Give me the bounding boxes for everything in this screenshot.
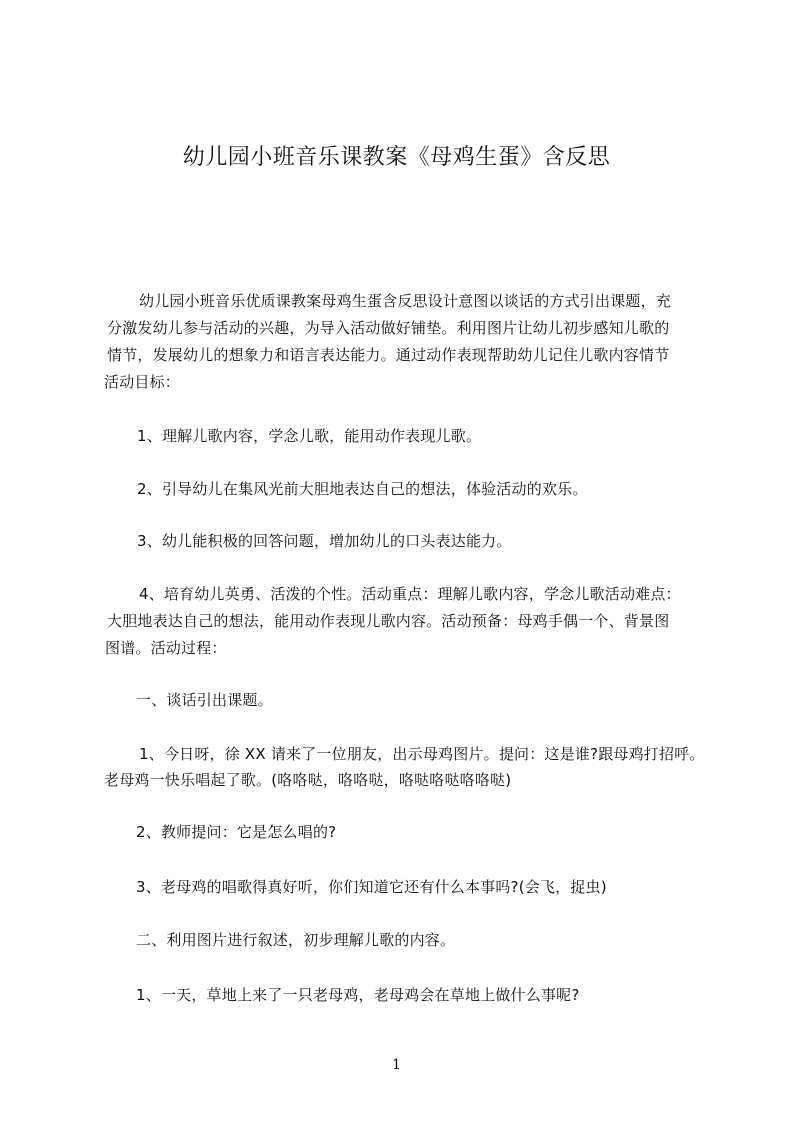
- document-title: 幼儿园小班音乐课教案《母鸡生蛋》含反思: [182, 145, 611, 170]
- goal-2: 2、引导幼儿在集风光前大胆地表达自己的想法，体验活动的欢乐。: [137, 480, 588, 498]
- goal-1: 1、理解儿歌内容，学念儿歌，能用动作表现儿歌。: [137, 427, 482, 445]
- intro-line-4: 活动目标：: [104, 373, 181, 391]
- intro-line-3: 情节，发展幼儿的想象力和语言表达能力。通过动作表现帮助幼儿记住儿歌内容情节: [107, 346, 670, 364]
- goal-4-line-3: 图谱。活动过程：: [105, 639, 227, 657]
- section-1-item-1-line-1: 1、今日呀，徐 XX 请来了一位朋友，出示母鸡图片。提问：这是谁?跟母鸡打招呼。: [139, 745, 705, 763]
- intro-line-1: 幼儿园小班音乐优质课教案母鸡生蛋含反思设计意图以谈话的方式引出课题，充: [139, 292, 672, 310]
- section-1-heading: 一、谈话引出课题。: [136, 691, 273, 709]
- section-2-item-1: 1、一天，草地上来了一只老母鸡，老母鸡会在草地上做什么事呢?: [136, 986, 580, 1004]
- goal-3: 3、幼儿能积极的回答问题，增加幼儿的口头表达能力。: [137, 532, 512, 550]
- intro-line-2: 分激发幼儿参与活动的兴趣，为导入活动做好铺垫。利用图片让幼儿初步感知儿歌的: [107, 319, 670, 337]
- section-1-item-3: 3、老母鸡的唱歌得真好听，你们知道它还有什么本事吗?(会飞，捉虫): [136, 878, 607, 896]
- section-1-item-2: 2、教师提问：它是怎么唱的?: [136, 823, 337, 841]
- section-1-item-1-line-2: 老母鸡一快乐唱起了歌。(咯咯哒，咯咯哒，咯哒咯哒咯咯哒): [104, 771, 512, 789]
- section-2-heading: 二、利用图片进行叙述，初步理解儿歌的内容。: [136, 931, 456, 949]
- goal-4-line-1: 4、培育幼儿英勇、活泼的个性。活动重点：理解儿歌内容，学念儿歌活动难点：: [139, 585, 681, 603]
- page-number: 1: [392, 1057, 401, 1073]
- goal-4-line-2: 大胆地表达自己的想法，能用动作表现儿歌内容。活动预备：母鸡手偶一个、背景图: [107, 612, 670, 630]
